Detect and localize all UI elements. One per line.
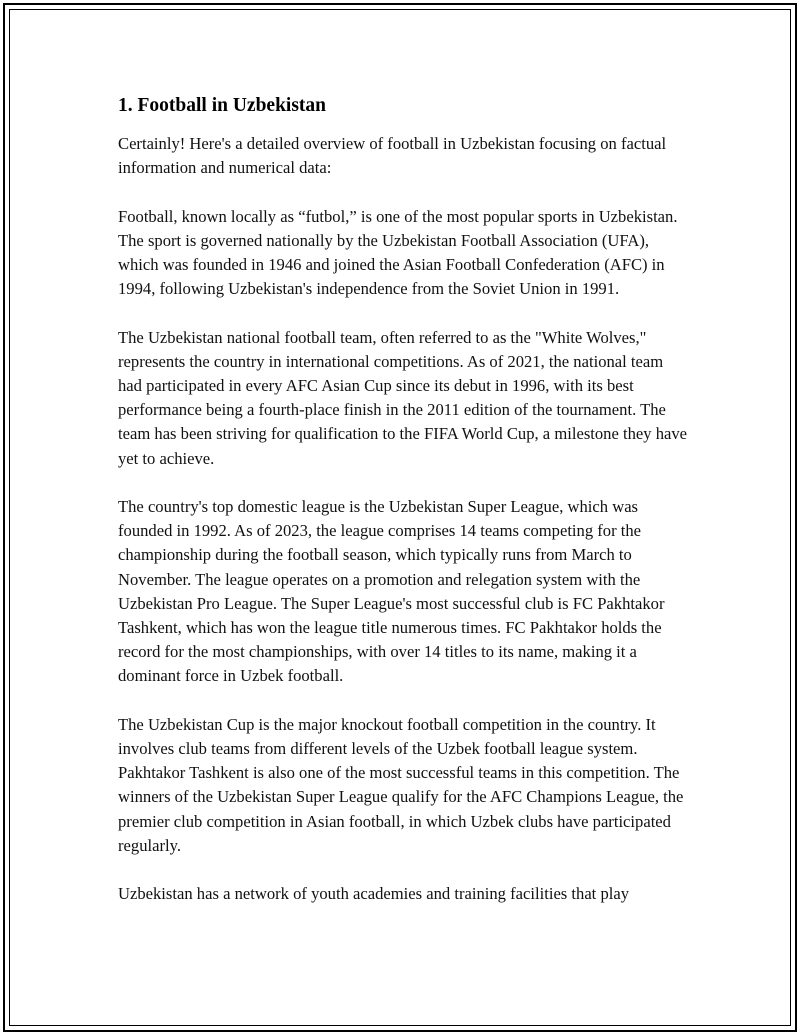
document-body	[118, 94, 688, 931]
paragraph-intro: Certainly! Here's a detailed overview of football in Uzbekistan focusing on factual information and numerical data:	[118, 134, 667, 178]
paragraph-national-team: The Uzbekistan national football team, often referred to as the "White Wolves," represents the country in international competitions. As of 2021, the national team had participated in every AFC Asian Cup since its debut in 1996, with its best performance being a fourth-place finish in the 2011 edition of the tournament. The team has been striving for qualification to the FIFA World Cup, a milestone they have yet to achieve.	[118, 327, 688, 468]
paragraph-super-league: The country's top domestic league is the Uzbekistan Super League, which was founded in 1992. As of 2023, the league comprises 14 teams competing for the championship during the football season, which typically runs from March to November. The league operates on a promotion and relegation system with the Uzbekistan Pro League. The Super League's most successful club is FC Pakhtakor Tashkent, which has won the league title numerous times. FC Pakhtakor holds the record for the most championships, with over 14 titles to its name, making it a dominant force in Uzbek football.	[118, 497, 665, 686]
paragraph-cup: The Uzbekistan Cup is the major knockout football competition in the country. It involves club teams from different levels of the Uzbek football league system. Pakhtakor Tashkent is also one of the most successful teams in this competition. The winners of the Uzbekistan Super League qualify for the AFC Champions League, the premier club competition in Asian football, in which Uzbek clubs have participated regularly.	[118, 714, 684, 855]
paragraph-federation: Football, known locally as “futbol,” is one of the most popular sports in Uzbekistan. The sport is governed nationally by the Uzbekistan Football Association (UFA), which was founded in 1946 and joined the Asian Football Confederation (AFC) in 1994, following Uzbekistan's independence from the Soviet Union in 1991.	[118, 206, 678, 299]
section-heading: 1. Football in Uzbekistan	[118, 95, 327, 116]
paragraph-youth: Uzbekistan has a network of youth academies and training facilities that play	[118, 884, 630, 904]
